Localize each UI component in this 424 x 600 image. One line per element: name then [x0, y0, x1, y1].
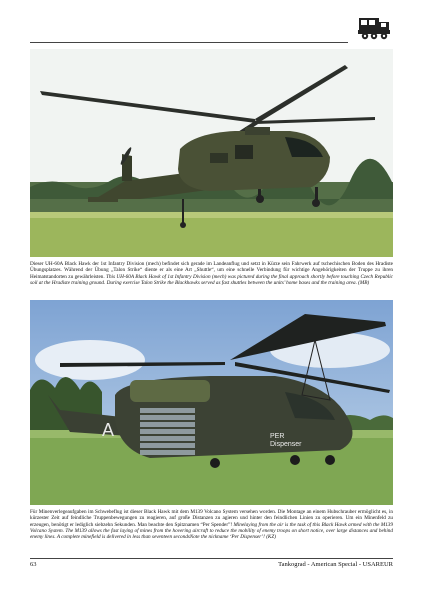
- nose-text-line-2: Dispenser: [270, 441, 302, 448]
- caption-english: This UH-60A Black Hawk of 1st Infantry Division (mech) was pictured during the final approach shortly before touching Czech Republic soil at the Hradiste training ground. During exercise Talon Strike the Blackhawks served as fast shuttles between the units’ home bases and the training area. (MB): [30, 273, 393, 286]
- caption-german: Dieser UH-60A Black Hawk der 1st Infantry Division (mech) befindet sich gerade im Landeanflug und setzt in Kürze sein Fahrwerk auf tschechischen Boden des Hradiste Übungsplatzes. Während der Übung „Talon Strike“ diente er als eine Art „Shuttle“, um eine schnelle Verbindung für wichtige Angehörigkeiten der Truppe zu ihren Heimatstandorten zu gewährleisten.: [30, 261, 393, 280]
- photo-black-hawk-volcano: [30, 300, 393, 505]
- photo-caption-1: [30, 261, 393, 286]
- footer-rule: [30, 558, 393, 559]
- caption-german: Für Minenverlegeaufgaben im Schwebeflug ist dieser Black Hawk mit dem M139 Volcano System versehen worden. Die Montage an einem Hubschrauber ermöglicht es, in kürzester Zeit auf feindliche Truppenbewegungen zu reagieren, auf große Distanzen zu agieren und hinter den feindlichen Linien zu operieren. Um ein Minenfeld zu erzeugen, benötigt er lediglich siebzehn Sekunden. Man beachte den Spitznamen “Per Spender”!: [30, 509, 393, 528]
- caption-english: Minelaying from the air is the task of this Black Hawk armed with the M139 Volcano System. The M139 allows the fast laying of mines from the hovering aircraft to reduce the mobility of enemy troops on short notice, over large distances and behind enemy lines. A complete minefield is delivered in less than seventeen secondsNote the nickname ‘Per Dispenser’! (KZ): [30, 521, 393, 541]
- hull-letter: A: [102, 420, 115, 440]
- nose-text-line-1: PER: [270, 433, 285, 440]
- header-rule: [30, 42, 348, 43]
- photo-black-hawk-landing: [30, 49, 393, 257]
- truck-logo-icon: [356, 14, 392, 42]
- running-footer-title: Tankograd - American Special - USAREUR: [278, 561, 393, 568]
- page-number: 63: [30, 561, 37, 568]
- photo-caption-2: [30, 509, 393, 540]
